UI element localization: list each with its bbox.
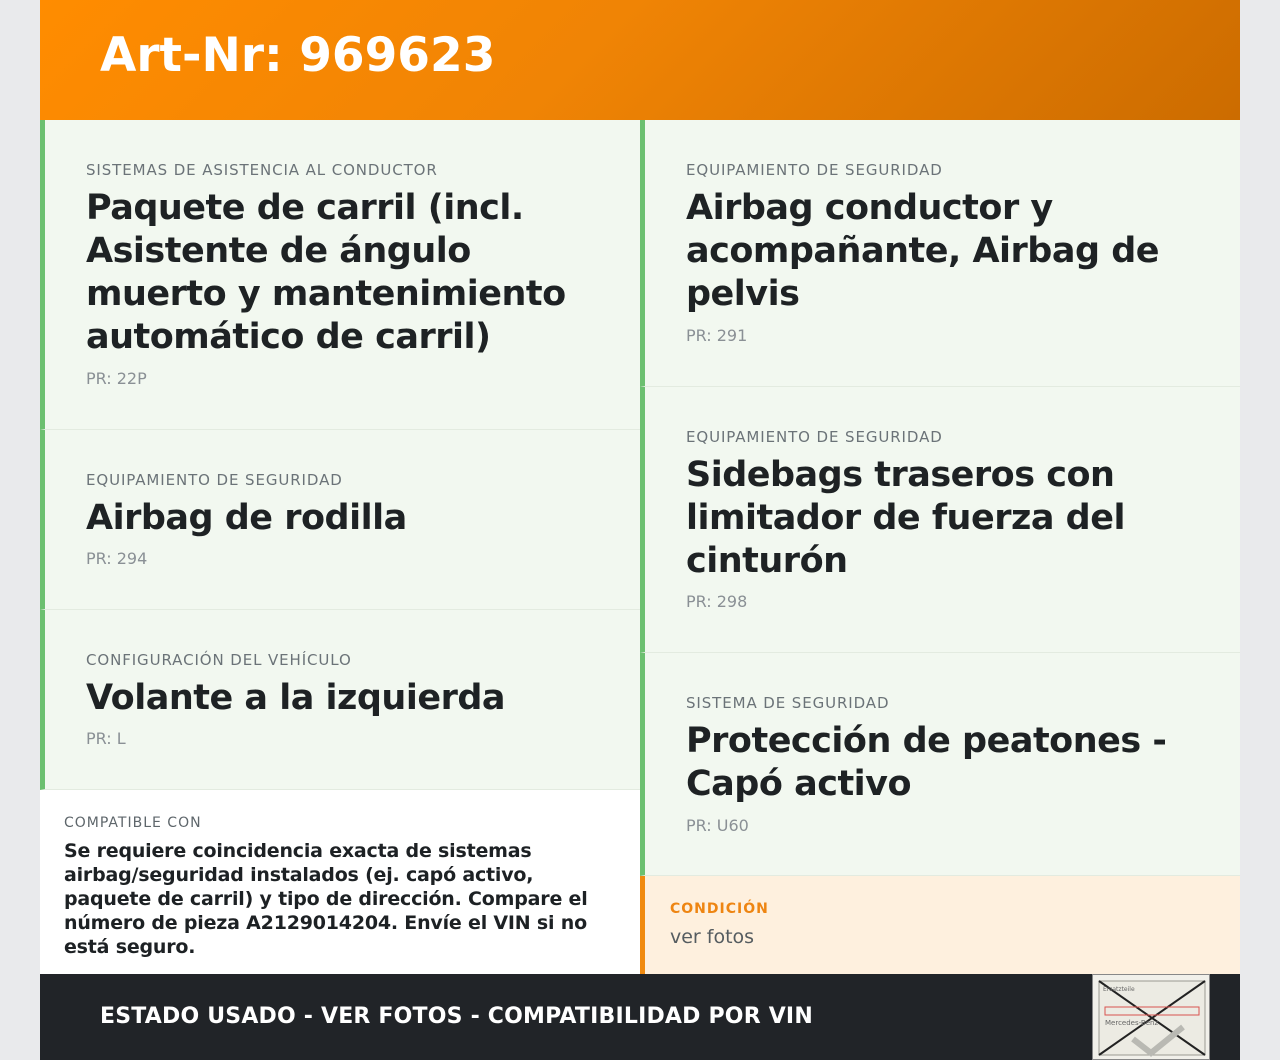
- stamp-text-top: Ersatzteile: [1103, 986, 1135, 993]
- feature-card-lane-package: [40, 120, 640, 430]
- header-bar: [40, 0, 1240, 120]
- feature-pr-code: PR: 294: [86, 549, 148, 568]
- feature-card-front-airbags: [640, 120, 1240, 387]
- feature-category: EQUIPAMIENTO DE SEGURIDAD: [86, 471, 343, 489]
- feature-pr-code: PR: 298: [686, 592, 748, 611]
- feature-pr-code: PR: L: [86, 729, 126, 748]
- feature-pr-code: PR: 291: [686, 326, 748, 345]
- datasheet: [40, 0, 1240, 1060]
- compatibility-text: Se requiere coincidencia exacta de sistemas airbag/seguridad instalados (ej. capó activo, paquete de carril) y tipo de dirección. Compare el número de pieza A2129014204. Envíe el VIN si no está seguro.: [64, 840, 588, 958]
- feature-category: EQUIPAMIENTO DE SEGURIDAD: [686, 161, 943, 179]
- feature-title: Volante a la izquierda: [86, 678, 506, 718]
- label-stamp-image: [1092, 974, 1210, 1060]
- feature-pr-code: PR: U60: [686, 816, 749, 835]
- feature-card-rear-sidebags: [640, 387, 1240, 653]
- feature-category: EQUIPAMIENTO DE SEGURIDAD: [686, 428, 943, 446]
- feature-card-knee-airbag: [40, 430, 640, 610]
- feature-title: Sidebags traseros con limitador de fuerza del cinturón: [686, 455, 1125, 581]
- condition-text: ver fotos: [670, 926, 755, 948]
- feature-card-pedestrian-protection: [640, 653, 1240, 876]
- article-number-title: Art-Nr: 969623: [100, 28, 496, 83]
- feature-category: SISTEMA DE SEGURIDAD: [686, 694, 890, 712]
- feature-title: Airbag conductor y acompañante, Airbag de pelvis: [686, 188, 1160, 314]
- compatibility-section: [40, 790, 640, 974]
- feature-card-steering: [40, 610, 640, 790]
- feature-title: Airbag de rodilla: [86, 498, 407, 538]
- compatibility-label: COMPATIBLE CON: [64, 815, 202, 831]
- feature-title: Protección de peatones - Capó activo: [686, 721, 1167, 804]
- footer-bar: [40, 974, 1240, 1060]
- feature-title: Paquete de carril (incl. Asistente de ángulo muerto y mantenimiento automático de carril): [86, 188, 566, 357]
- envelope-stamp-icon: [1093, 975, 1210, 1060]
- feature-category: SISTEMAS DE ASISTENCIA AL CONDUCTOR: [86, 161, 438, 179]
- footer-text: ESTADO USADO - VER FOTOS - COMPATIBILIDAD POR VIN: [100, 1004, 813, 1029]
- condition-section: [640, 876, 1240, 974]
- feature-pr-code: PR: 22P: [86, 369, 147, 388]
- feature-category: CONFIGURACIÓN DEL VEHÍCULO: [86, 651, 352, 669]
- stamp-text-bottom: Mercedes-Benz: [1105, 1019, 1159, 1027]
- condition-label: CONDICIÓN: [670, 901, 769, 917]
